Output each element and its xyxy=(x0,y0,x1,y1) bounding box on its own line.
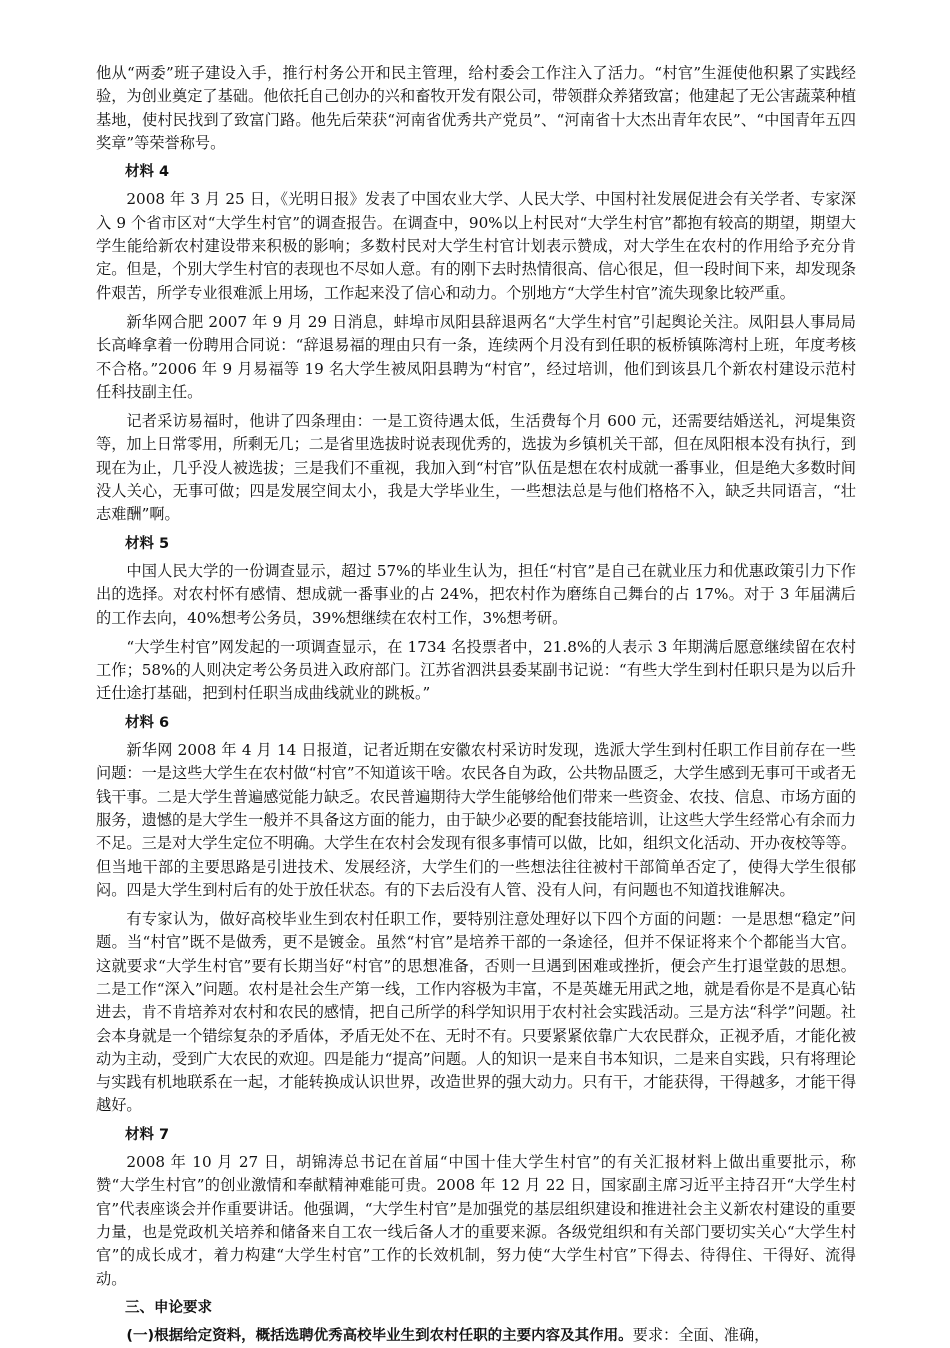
material-7-heading: 材料 7 xyxy=(125,1126,170,1143)
opening-paragraph: 他从“两委”班子建设入手，推行村务公开和民主管理，给村委会工作注入了活力。“村官”生涯使他积累了实践经验，为创业奠定了基础。他依托自己创办的兴和畜牧开发有限公司，带领群众养猪致富；他建起了无公害蔬菜种植基地，使村民找到了致富门路。他先后荣获“河南省优秀共产党员”、“河南省十大杰出青年农民”、“中国青年五四奖章”等荣誉称号。 xyxy=(96,64,856,152)
material-6-heading: 材料 6 xyxy=(125,714,170,731)
material-4-paragraph-3: 记者采访易福时，他讲了四条理由：一是工资待遇太低，生活费每个月 600 元，还需要结婚送礼，河堤集资等，加上日常零用，所剩无几；二是省里选拔时说表现优秀的，选拔为乡镇机关干部，但在凤阳根本没有执行，到现在为止，几乎没人被选拔；三是我们不重视，我加入到“村官”队伍是想在农村成就一番事业，但是绝大多数时间没人关心，无事可做；四是发展空间太小，我是大学毕业生，一些想法总是与他们格格不入，缺乏共同语言，“壮志难酬”啊。 xyxy=(96,412,856,524)
requirements-section xyxy=(96,1297,856,1348)
material-6-paragraph-2: 有专家认为，做好高校毕业生到农村任职工作，要特别注意处理好以下四个方面的问题：一是思想“稳定”问题。当“村官”既不是做秀，更不是镀金。虽然“村官”是培养干部的一条途径，但并不保证将来个个都能当大官。这就要求“大学生村官”要有长期当好“村官”的思想准备，否则一旦遇到困难或挫折，便会产生打退堂鼓的思想。二是工作“深入”问题。农村是社会生产第一线，工作内容极为丰富，不是英雄无用武之地，就是看你是不是真心钻进去，肯不肯培养对农村和农民的感情，把自己所学的科学知识用于农村社会实践活动。三是方法“科学”问题。社会本身就是一个错综复杂的矛盾体，矛盾无处不在、无时不有。只要紧紧依靠广大农民群众，正视矛盾，才能化被动为主动，受到广大农民的欢迎。四是能力“提高”问题。人的知识一是来自书本知识，二是来自实践，只有将理论与实践有机地联系在一起，才能转换成认识世界，改造世界的强大动力。只有干，才能获得，干得越多，才能干得越好。 xyxy=(96,910,856,1115)
material-6-paragraph-1: 新华网 2008 年 4 月 14 日报道，记者近期在安徽农村采访时发现，选派大学生到村任职工作目前存在一些问题：一是这些大学生在农村做“村官”不知道该干啥。农民各自为政，公共物品匮乏，大学生感到无事可干或者无钱干事。二是大学生普遍感觉能力缺乏。农民普遍期待大学生能够给他们带来一些资金、农技、信息、市场方面的服务，遗憾的是大学生一般并不具备这方面的能力，由于缺少必要的配套技能培训，让这些大学生经常心有余而力不足。三是对大学生定位不明确。大学生在农村会发现有很多事情可以做，比如，组织文化活动、开办夜校等等。但当地干部的主要思路是引进技术、发展经济，大学生们的一些想法往往被村干部简单否定了，使得大学生很郁闷。四是大学生到村后有的处于放任状态。有的下去后没有人管、没有人问，有问题也不知道找谁解决。 xyxy=(96,741,856,899)
material-5-heading: 材料 5 xyxy=(125,535,170,552)
material-5-paragraph-1: 中国人民大学的一份调查显示，超过 57%的毕业生认为，担任“村官”是自己在就业压力和优惠政策引力下作出的选择。对农村怀有感情、想成就一番事业的占 24%，把农村作为磨练自己舞台的占 17%。对于 3 年届满后的工作去向，40%想考公务员，39%想继续在农村工作，3%想考研。 xyxy=(96,561,856,627)
requirement-item-1 xyxy=(96,1324,856,1348)
material-4-heading: 材料 4 xyxy=(125,164,170,181)
document-page xyxy=(96,62,856,1348)
requirements-heading: 三、申论要求 xyxy=(125,1299,212,1316)
material-7-paragraph-1: 2008 年 10 月 27 日，胡锦涛总书记在首届“中国十佳大学生村官”的有关汇报材料上做出重要批示，称赞“大学生村官”的创业激情和奉献精神难能可贵。2008 年 12 月 22 日，国家副主席习近平主持召开“大学生村官”代表座谈会并作重要讲话。他强调，“大学生村官”是加强党的基层组织建设和推进社会主义新农村建设的重要力量，也是党政机关培养和储备来自工农一线后备人才的重要来源。各级党组织和有关部门要切实关心“大学生村官”的成长成才，着力构建“大学生村官”工作的长效机制，努力使“大学生村官”下得去、待得住、干得好、流得动。 xyxy=(96,1153,856,1288)
material-5-section xyxy=(96,533,856,706)
material-5-paragraph-2: “大学生村官”网发起的一项调查显示，在 1734 名投票者中，21.8%的人表示 3 年期满后愿意继续留在农村工作；58%的人则决定考公务员进入政府部门。江苏省泗洪县委某副书记说：“有些大学生到村任职只是为以后升迁仕途打基础，把到村任职当成曲线就业的跳板。” xyxy=(96,637,856,703)
material-4-section xyxy=(96,161,856,526)
requirement-item-1-criteria: 要求：全面、准确， xyxy=(632,1326,770,1345)
material-6-section xyxy=(96,712,856,1118)
requirement-item-1-task: (一)根据给定资料，概括选聘优秀高校毕业生到农村任职的主要内容及其作用。 xyxy=(126,1328,633,1345)
material-4-paragraph-1: 2008 年 3 月 25 日，《光明日报》发表了中国农业大学、人民大学、中国村社发展促进会有关学者、专家深入 9 个省市区对“大学生村官”的调查报告。在调查中，90%以上村民对“大学生村官”都抱有较高的期望，期望大学生能给新农村建设带来积极的影响；多数村民对大学生村官计划表示赞成，对大学生在农村的作用给予充分肯定。但是，个别大学生村官的表现也不尽如人意。有的刚下去时热情很高、信心很足，但一段时间下来，却发现条件艰苦，所学专业很难派上用场，工作起来没了信心和动力。个别地方“大学生村官”流失现象比较严重。 xyxy=(96,190,856,302)
material-4-paragraph-2: 新华网合肥 2007 年 9 月 29 日消息，蚌埠市凤阳县辞退两名“大学生村官”引起舆论关注。凤阳县人事局局长高峰拿着一份聘用合同说：“辞退易福的理由只有一条，连续两个月没有到任职的板桥镇陈湾村上班，年度考核不合格。”2006 年 9 月易福等 19 名大学生被凤阳县聘为“村官”，经过培训，他们到该县几个新农村建设示范村任科技副主任。 xyxy=(96,312,856,401)
material-7-section xyxy=(96,1124,856,1291)
